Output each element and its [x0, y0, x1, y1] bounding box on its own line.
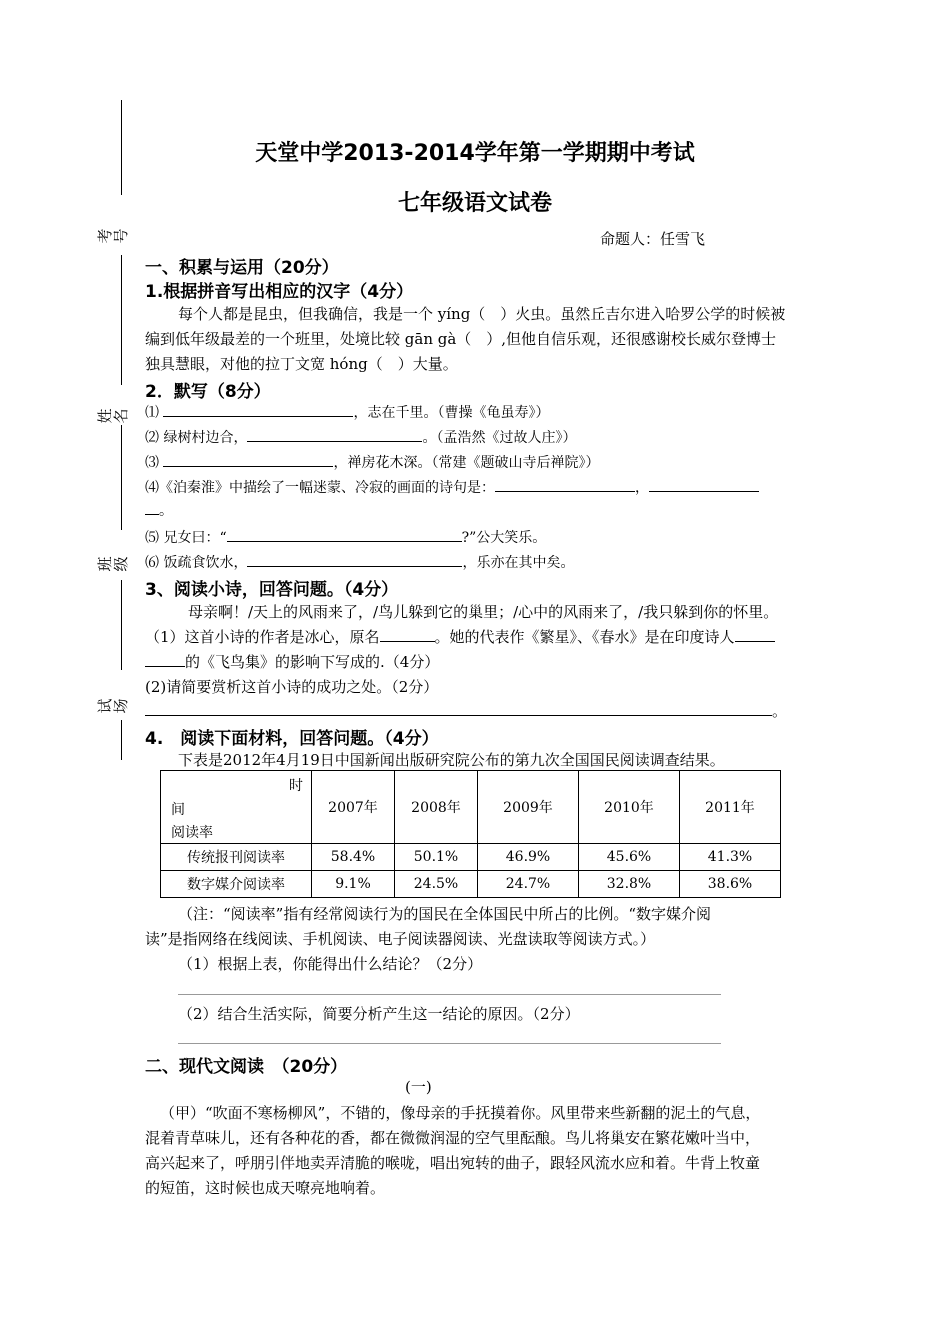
- q4-intro: 下表是2012年4月19日中国新闻出版研究院公布的第九次全国国民阅读调查结果。: [178, 751, 725, 769]
- q3-answer-line: [145, 700, 787, 721]
- q2-item4-comma: ，: [635, 480, 649, 496]
- q2-item4: [145, 477, 759, 497]
- table-cell: 38.6%: [680, 871, 781, 898]
- year-cell: 2010年: [579, 771, 680, 844]
- binding-line-2: [121, 255, 122, 385]
- q2-item4-head: ⑷《泊秦淮》中描绘了一幅迷蒙、冷寂的画面的诗句是：: [145, 480, 495, 496]
- table-cell: 50.1%: [395, 844, 478, 871]
- q2-heading: 2．默写（8分）: [145, 382, 271, 402]
- q2-item6: [145, 552, 574, 572]
- part2-heading: 二、现代文阅读 （20分）: [145, 1057, 348, 1077]
- answer-blank[interactable]: [145, 701, 772, 716]
- q4-heading: 4. 阅读下面材料，回答问题。（4分）: [145, 729, 439, 749]
- answer-blank[interactable]: [735, 627, 775, 642]
- exam-title: 天堂中学2013-2014学年第一学期期中考试: [255, 141, 695, 166]
- q4-sub1-answer-line[interactable]: [178, 994, 721, 995]
- table-header-row: [161, 771, 781, 844]
- part2-paragraph-line3: 高兴起来了，呼朋引伴地卖弄清脆的喉咙，唱出宛转的曲子，跟轻风流水应和着。牛背上牧童: [145, 1154, 761, 1172]
- q3-sub1: [145, 626, 775, 647]
- answer-blank[interactable]: [145, 500, 159, 515]
- q1-line1: 每个人都是昆虫，但我确信，我是一个 yíng（ ）火虫。虽然丘吉尔进入哈罗公学的时候被: [178, 305, 786, 323]
- q2-item2-tail: 。（孟浩然《过故人庄》）: [422, 430, 577, 446]
- table-cell: 46.9%: [478, 844, 579, 871]
- q1-heading: 1.根据拼音写出相应的汉字（4分）: [145, 282, 414, 302]
- q2-item1: [145, 402, 549, 422]
- q2-item1-tail: ，志在千里。（曹操《龟虽寿》）: [353, 405, 550, 421]
- part2-section-label: (一): [405, 1078, 432, 1096]
- q3-end: 。: [772, 702, 788, 720]
- corner-mid: 间: [171, 802, 185, 818]
- table-cell: 9.1%: [312, 871, 395, 898]
- label-banji: 班级: [96, 556, 130, 572]
- label-kaohao: 考号: [96, 228, 130, 244]
- year-cell: 2011年: [680, 771, 781, 844]
- binding-line-4: [121, 580, 122, 670]
- part1-heading: 一、积累与运用（20分）: [145, 258, 339, 278]
- binding-line-5: [121, 720, 122, 760]
- answer-blank[interactable]: [227, 527, 462, 542]
- part2-paragraph-line1: （甲）“吹面不寒杨柳风”，不错的，像母亲的手抚摸着你。风里带来些新翻的泥土的气息，: [160, 1104, 761, 1122]
- year-cell: 2008年: [395, 771, 478, 844]
- table-cell: 41.3%: [680, 844, 781, 871]
- q2-item5-head: ⑸ 兄女曰：“: [145, 530, 227, 546]
- q2-item4-end: 。: [159, 503, 173, 519]
- exam-subtitle: 七年级语文试卷: [397, 191, 552, 216]
- answer-blank[interactable]: [495, 477, 635, 492]
- q2-item3: [145, 452, 599, 472]
- q3-sub1c: 的《飞鸟集》的影响下写成的.（4分）: [185, 653, 440, 671]
- row-label: 传统报刊阅读率: [161, 844, 312, 871]
- corner-bottom: 阅读率: [171, 825, 213, 841]
- table-cell: 32.8%: [579, 871, 680, 898]
- q3-heading: 3、阅读小诗，回答问题。（4分）: [145, 580, 399, 600]
- table-row: [161, 844, 781, 871]
- author-line: 命题人：任雪飞: [600, 230, 706, 248]
- q3-sub1b: 。她的代表作《繁星》、《春水》是在印度诗人: [434, 628, 735, 646]
- corner-top: 时: [289, 778, 303, 794]
- q4-sub1: （1）根据上表，你能得出什么结论？（2分）: [178, 955, 483, 973]
- table-row: [161, 871, 781, 898]
- q2-item5: [145, 527, 546, 547]
- q3-sub1-cont: [145, 651, 439, 672]
- row-label: 数字媒介阅读率: [161, 871, 312, 898]
- answer-blank[interactable]: [163, 452, 333, 467]
- table-cell: 58.4%: [312, 844, 395, 871]
- q3-sub1a: （1）这首小诗的作者是冰心，原名: [145, 628, 380, 646]
- q1-line3: 独具慧眼，对他的拉丁文宽 hóng（ ）大量。: [145, 355, 458, 373]
- part2-paragraph-line4: 的短笛，这时候也成天嘹亮地响着。: [145, 1179, 386, 1197]
- q3-sub2: (2)请简要赏析这首小诗的成功之处。（2分）: [145, 678, 439, 696]
- answer-blank[interactable]: [145, 652, 185, 667]
- q3-poem: 母亲啊！/天上的风雨来了，/鸟儿躲到它的巢里；/心中的风雨来了，/我只躲到你的怀里。: [188, 603, 779, 621]
- q1-line2: 编到低年级最差的一个班里，处境比较 gān gà（ ）,但他自信乐观，还很感谢校长威尔登博士: [145, 330, 777, 348]
- answer-blank[interactable]: [247, 552, 462, 567]
- answer-blank[interactable]: [247, 427, 422, 442]
- year-cell: 2009年: [478, 771, 579, 844]
- q4-sub2-answer-line[interactable]: [178, 1043, 721, 1044]
- table-cell: 24.7%: [478, 871, 579, 898]
- q2-item6-tail: ，乐亦在其中矣。: [462, 555, 575, 571]
- q2-item3-num: ⑶: [145, 455, 159, 471]
- q2-item5-tail: ?”公大笑乐。: [461, 530, 547, 546]
- label-shichang: 试场: [96, 698, 130, 714]
- q4-sub2: （2）结合生活实际，简要分析产生这一结论的原因。（2分）: [178, 1005, 580, 1023]
- table-cell: 24.5%: [395, 871, 478, 898]
- q2-item4-cont: [145, 500, 173, 520]
- q4-note-line2: 读”是指网络在线阅读、手机阅读、电子阅读器阅读、光盘读取等阅读方式。）: [145, 930, 656, 948]
- q2-item6-head: ⑹ 饭疏食饮水，: [145, 555, 248, 571]
- q2-item3-tail: ，禅房花木深。（常建《题破山寺后禅院》）: [333, 455, 600, 471]
- q2-item2-head: ⑵ 绿树村边合，: [145, 430, 248, 446]
- table-corner-cell: [161, 771, 312, 844]
- year-cell: 2007年: [312, 771, 395, 844]
- answer-blank[interactable]: [380, 627, 435, 642]
- q2-item2: [145, 427, 576, 447]
- binding-line-3: [121, 425, 122, 530]
- q4-note-line1: （注：“阅读率”指有经常阅读行为的国民在全体国民中所占的比例。“数字媒介阅: [178, 905, 712, 923]
- label-xingming: 姓名: [96, 408, 130, 424]
- part2-paragraph-line2: 混着青草味儿，还有各种花的香，都在微微润湿的空气里酝酿。鸟儿将巢安在繁花嫩叶当中，: [145, 1129, 761, 1147]
- answer-blank[interactable]: [649, 477, 759, 492]
- table-cell: 45.6%: [579, 844, 680, 871]
- answer-blank[interactable]: [163, 402, 353, 417]
- reading-survey-table: [160, 770, 781, 898]
- q2-item1-num: ⑴: [145, 405, 159, 421]
